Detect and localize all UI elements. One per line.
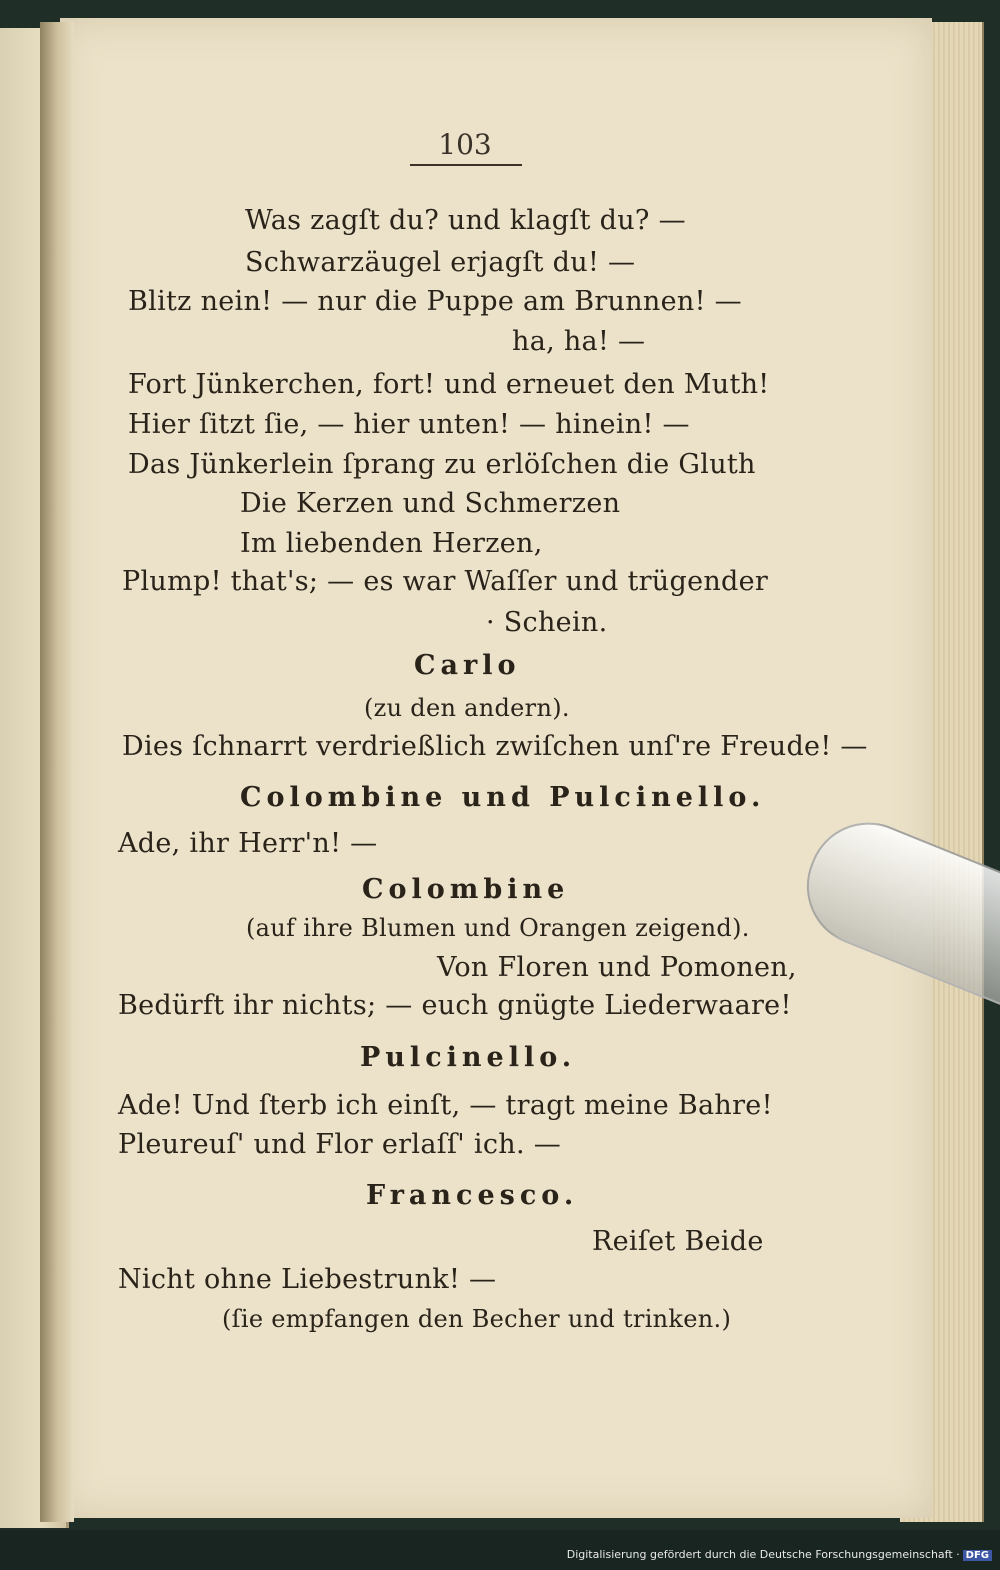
stage-direction: (auf ihre Blumen und Orangen zeigend). bbox=[246, 914, 750, 942]
verse-line: · Schein. bbox=[486, 607, 608, 638]
stage-direction: (zu den andern). bbox=[364, 694, 570, 722]
verse-line: ha, ha! — bbox=[512, 326, 646, 357]
verse-line: Bedürft ihr nichts; — euch gnügte Liederwaare! bbox=[118, 990, 792, 1021]
verse-line: Nicht ohne Liebestrunk! — bbox=[118, 1264, 497, 1295]
speaker-name: Francesco. bbox=[366, 1180, 579, 1211]
stage-direction: (ſie empfangen den Becher und trinken.) bbox=[222, 1305, 732, 1333]
speaker-name: Colombine und Pulcinello. bbox=[240, 782, 766, 813]
dfg-logo: DFG bbox=[963, 1550, 992, 1561]
verse-line: Was zagſt du? und klagſt du? — bbox=[245, 205, 686, 236]
verse-line: Plump! that's; — es war Waſſer und trügender bbox=[122, 566, 769, 597]
verse-line: Reiſet Beide bbox=[592, 1226, 764, 1257]
speaker-name: Carlo bbox=[414, 650, 521, 681]
speaker-name: Pulcinello. bbox=[360, 1042, 577, 1073]
page-number: 103 bbox=[438, 128, 492, 161]
speaker-name: Colombine bbox=[362, 874, 570, 905]
verse-line: Im liebenden Herzen, bbox=[240, 528, 543, 559]
digitization-credit bbox=[567, 1548, 992, 1561]
verse-line: Von Floren und Pomonen, bbox=[437, 952, 797, 983]
verse-line: Hier ſitzt ſie, — hier unten! — hinein! — bbox=[128, 409, 690, 440]
credit-text: Digitalisierung gefördert durch die Deutsche Forschungsgemeinschaft · bbox=[566, 1548, 960, 1561]
verse-line: Blitz nein! — nur die Puppe am Brunnen! — bbox=[128, 286, 742, 317]
verse-line: Pleureuſ' und Flor erlaſſ' ich. — bbox=[118, 1129, 562, 1160]
verse-line: Das Jünkerlein ſprang zu erlöſchen die Gluth bbox=[128, 449, 756, 480]
verse-line: Dies ſchnarrt verdrießlich zwiſchen unſ're Freude! — bbox=[122, 731, 868, 762]
verse-line: Die Kerzen und Schmerzen bbox=[240, 488, 621, 519]
verse-line: Fort Jünkerchen, fort! und erneuet den Muth! bbox=[128, 369, 770, 400]
verse-line: Schwarzäugel erjagſt du! — bbox=[245, 247, 636, 278]
verse-line: Ade, ihr Herr'n! — bbox=[118, 828, 378, 859]
verse-line: Ade! Und ſterb ich einſt, — tragt meine Bahre! bbox=[118, 1090, 773, 1121]
page-number-rule bbox=[410, 164, 522, 166]
